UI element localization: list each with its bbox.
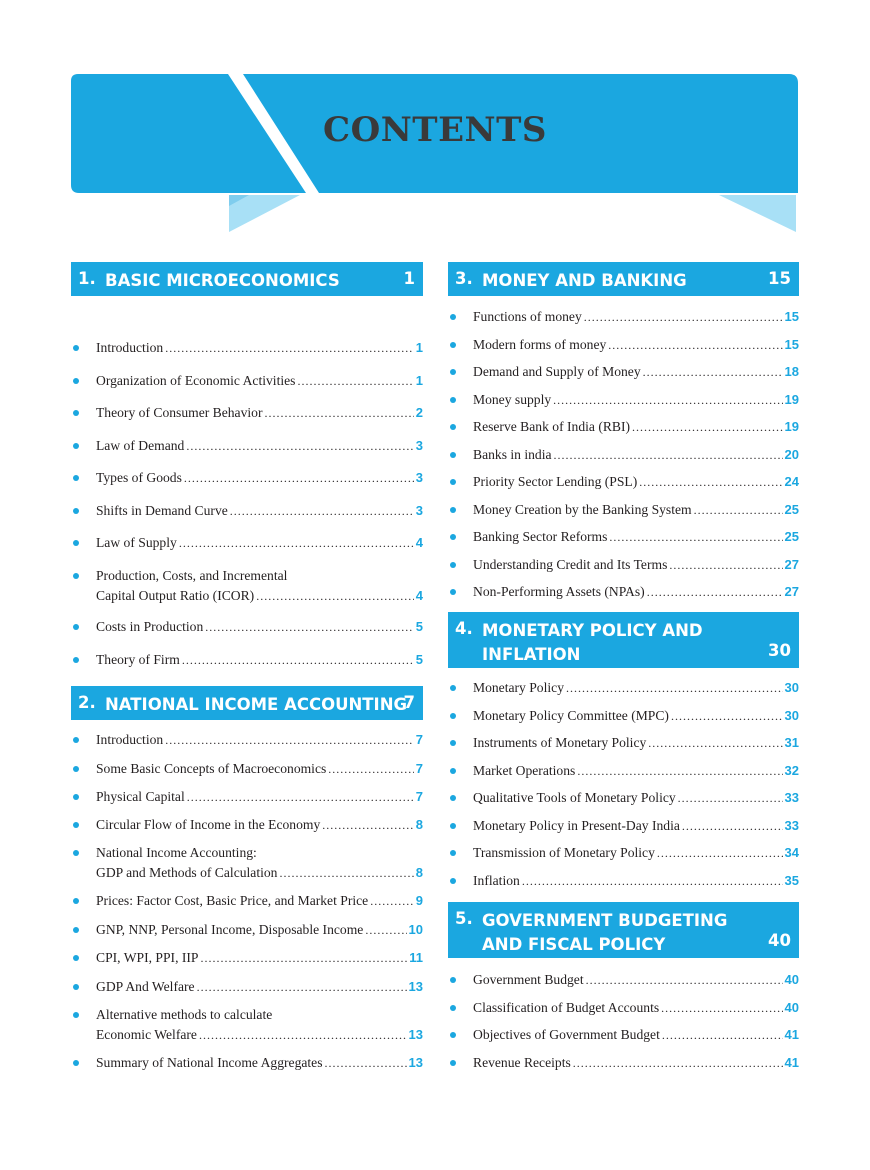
entry-line: [473, 871, 799, 891]
entry-title: Costs in Production: [96, 619, 204, 634]
bullet-icon: [450, 850, 456, 856]
bullet-icon: [73, 850, 79, 856]
entry-text: [96, 650, 423, 670]
entry-text: [473, 582, 799, 602]
bullet-icon: [450, 685, 456, 691]
dot-leader: [566, 678, 783, 698]
entry-text: [473, 788, 799, 808]
entry-line: [96, 948, 423, 968]
bullet-icon: [450, 713, 456, 719]
entry-title: Monetary Policy in Present-Day India: [473, 817, 680, 833]
right-column: [448, 262, 799, 1070]
bullet-icon: [450, 452, 456, 458]
dot-leader: [669, 555, 782, 575]
dot-leader: [165, 730, 414, 750]
dot-leader: [662, 1025, 783, 1045]
entry-page-number: 30: [784, 707, 799, 723]
bullet-icon: [73, 508, 79, 514]
entry-text: [473, 335, 799, 355]
dot-leader: [365, 920, 406, 940]
bullet-icon: [73, 984, 79, 990]
entry-title: Government Budget: [473, 972, 584, 987]
entry-text: [96, 1005, 423, 1045]
dot-leader: [647, 582, 783, 602]
entry-text: [473, 816, 799, 836]
entry-page-number: 40: [784, 972, 799, 987]
dot-leader: [608, 335, 782, 355]
section-number: 4.: [455, 619, 473, 638]
entry-title: National Income Accounting:: [96, 845, 257, 860]
entry-line: [96, 338, 423, 358]
entry-page-number: 33: [784, 790, 799, 805]
bullet-icon: [73, 955, 79, 961]
ribbon-fold-right: [719, 195, 796, 232]
entry-page-number: 13: [408, 1027, 423, 1042]
entry-page-number: 1: [415, 340, 423, 355]
dot-leader: [186, 436, 413, 456]
dot-leader: [199, 1025, 407, 1045]
entry-title: Understanding Credit and Its Terms: [473, 556, 668, 572]
entry-title: GDP and Methods of Calculation: [96, 865, 278, 880]
entry-page-number: 40: [784, 999, 799, 1015]
entry-text: [473, 445, 799, 465]
bullet-icon: [73, 737, 79, 743]
entry-text: [96, 843, 423, 883]
bullet-icon: [450, 878, 456, 884]
section-number: 1.: [78, 269, 96, 288]
entry-page-number: 19: [784, 419, 799, 434]
bullet-icon: [73, 345, 79, 351]
bullet-icon: [450, 977, 456, 983]
entry-line: [473, 472, 799, 492]
bullet-icon: [450, 823, 456, 829]
entry-page-number: 2: [415, 405, 423, 420]
entry-text: [473, 500, 799, 520]
bullet-icon: [450, 534, 456, 540]
entry-line: [473, 970, 799, 990]
section-1-entries: [71, 296, 423, 716]
bullet-icon: [450, 740, 456, 746]
dot-leader: [573, 1053, 783, 1073]
dot-leader: [639, 472, 782, 492]
entry-text: [96, 977, 423, 997]
section-number: 5.: [455, 909, 473, 928]
section-title: MONEY AND BANKING: [482, 271, 687, 290]
bullet-icon: [450, 1005, 456, 1011]
bullet-icon: [450, 397, 456, 403]
entry-line: [96, 730, 423, 750]
entry-title: Alternative methods to calculate: [96, 1007, 273, 1022]
dot-leader: [648, 733, 782, 753]
entry-text: [473, 761, 799, 781]
entry-text: [96, 787, 423, 807]
entry-line: [96, 501, 423, 521]
dot-leader: [522, 871, 783, 891]
bullet-icon: [450, 1032, 456, 1038]
entry-title: Theory of Firm: [96, 652, 180, 667]
dot-leader: [671, 706, 783, 726]
entry-page-number: 3: [415, 502, 423, 518]
entry-line: [96, 371, 423, 391]
entry-page-number: 3: [415, 470, 423, 485]
dot-leader: [609, 527, 782, 547]
entry-title: Summary of National Income Aggregates: [96, 1055, 323, 1070]
entry-title: GDP And Welfare: [96, 979, 195, 994]
bullet-icon: [73, 1060, 79, 1066]
entry-title: Banking Sector Reforms: [473, 529, 608, 544]
section-page: 40: [768, 931, 791, 950]
bullet-icon: [450, 369, 456, 375]
entry-text: [96, 403, 423, 423]
entry-text: [96, 920, 423, 940]
entry-line: [473, 307, 799, 327]
bullet-icon: [73, 822, 79, 828]
entry-line: [96, 566, 423, 586]
dot-leader: [205, 617, 414, 637]
entry-page-number: 25: [784, 501, 799, 517]
entry-title: Some Basic Concepts of Macroeconomics: [96, 761, 327, 776]
dot-leader: [187, 787, 414, 807]
entry-title: Transmission of Monetary Policy: [473, 845, 655, 860]
dot-leader: [165, 338, 414, 358]
entry-page-number: 7: [415, 789, 423, 804]
entry-line: [96, 617, 423, 637]
entry-page-number: 20: [784, 446, 799, 462]
entry-line: [96, 787, 423, 807]
bullet-icon: [450, 1060, 456, 1066]
entry-page-number: 32: [784, 762, 799, 778]
entry-text: [473, 390, 799, 410]
entry-title: Law of Demand: [96, 437, 185, 453]
entry-text: [96, 338, 423, 358]
dot-leader: [184, 468, 414, 488]
entry-page-number: 15: [784, 336, 799, 352]
entry-text: [96, 948, 423, 968]
section-title: MONETARY POLICY AND INFLATION: [482, 621, 703, 664]
section-number: 3.: [455, 269, 473, 288]
entry-page-number: 33: [784, 817, 799, 833]
entry-title: Qualitative Tools of Monetary Policy: [473, 790, 676, 805]
section-header-5[interactable]: [448, 902, 799, 958]
entry-line: [96, 977, 423, 997]
entry-line: [96, 920, 423, 940]
entry-text: [96, 501, 423, 521]
entry-line: [473, 362, 799, 382]
entry-text: [473, 527, 799, 547]
entry-title: Reserve Bank of India (RBI): [473, 419, 631, 434]
dot-leader: [632, 417, 782, 437]
section-header-4[interactable]: [448, 612, 799, 668]
entry-line: [473, 788, 799, 808]
entry-title: Money Creation by the Banking System: [473, 501, 692, 517]
entry-title: Economic Welfare: [96, 1027, 197, 1042]
entry-line: [96, 1053, 423, 1073]
entry-page-number: 41: [784, 1027, 799, 1042]
bullet-icon: [450, 589, 456, 595]
bullet-icon: [450, 314, 456, 320]
dot-leader: [197, 977, 407, 997]
entry-line: [473, 335, 799, 355]
entry-title: Non-Performing Assets (NPAs): [473, 584, 645, 599]
entry-text: [473, 362, 799, 382]
entry-page-number: 15: [784, 309, 799, 324]
ribbon-fold-left: [229, 195, 300, 232]
dot-leader: [328, 759, 413, 779]
entry-title: Banks in india: [473, 446, 552, 462]
entry-line: [96, 891, 423, 911]
bullet-icon: [73, 624, 79, 630]
entry-text: [473, 733, 799, 753]
entry-line: [96, 533, 423, 553]
left-column: [71, 262, 423, 1070]
bullet-icon: [450, 768, 456, 774]
entry-title: Theory of Consumer Behavior: [96, 405, 263, 420]
dot-leader: [256, 586, 414, 606]
entry-line: [96, 863, 423, 883]
entry-text: [473, 706, 799, 726]
entry-text: [473, 970, 799, 990]
entry-title: Physical Capital: [96, 789, 185, 804]
entry-page-number: 31: [784, 735, 799, 750]
section-title: GOVERNMENT BUDGETING AND FISCAL POLICY: [482, 911, 728, 954]
entry-title: Demand and Supply of Money: [473, 364, 641, 379]
bullet-icon: [73, 475, 79, 481]
entry-page-number: 27: [784, 584, 799, 599]
entry-title: Circular Flow of Income in the Economy: [96, 817, 321, 832]
entry-title: CPI, WPI, PPI, IIP: [96, 950, 199, 965]
entry-line: [473, 527, 799, 547]
bullet-icon: [73, 443, 79, 449]
entry-line: [473, 733, 799, 753]
entry-title: Revenue Receipts: [473, 1054, 571, 1070]
section-header-1[interactable]: [71, 262, 423, 296]
entry-title: Prices: Factor Cost, Basic Price, and Market Price: [96, 893, 369, 908]
bullet-icon: [73, 573, 79, 579]
bullet-icon: [450, 479, 456, 485]
section-number: 2.: [78, 693, 96, 712]
entry-title: Monetary Policy Committee (MPC): [473, 707, 669, 723]
entry-line: [473, 761, 799, 781]
entry-page-number: 8: [415, 865, 423, 880]
entry-text: [96, 759, 423, 779]
bullet-icon: [73, 927, 79, 933]
entry-page-number: 13: [408, 979, 423, 994]
dot-leader: [661, 998, 782, 1018]
entry-page-number: 3: [415, 437, 423, 453]
entry-title: Organization of Economic Activities: [96, 372, 296, 388]
bullet-icon: [450, 795, 456, 801]
entry-page-number: 34: [784, 845, 799, 860]
bullet-icon: [450, 562, 456, 568]
bullet-icon: [73, 378, 79, 384]
entry-text: [473, 307, 799, 327]
entry-page-number: 7: [415, 761, 423, 776]
dot-leader: [678, 788, 783, 808]
bullet-icon: [450, 507, 456, 513]
entry-line: [473, 1025, 799, 1045]
entry-text: [473, 555, 799, 575]
dot-leader: [553, 390, 782, 410]
entry-line: [96, 759, 423, 779]
entry-page-number: 5: [415, 652, 423, 667]
dot-leader: [200, 948, 407, 968]
entry-text: [473, 678, 799, 698]
section-title: BASIC MICROECONOMICS: [105, 271, 340, 290]
dot-leader: [279, 863, 413, 883]
entry-line: [473, 843, 799, 863]
entry-text: [473, 871, 799, 891]
entry-line: [473, 500, 799, 520]
entry-title: Instruments of Monetary Policy: [473, 735, 647, 750]
entry-title: Classification of Budget Accounts: [473, 999, 660, 1015]
entry-page-number: 25: [784, 529, 799, 544]
dot-leader: [657, 843, 783, 863]
bullet-icon: [73, 657, 79, 663]
dot-leader: [682, 816, 783, 836]
entry-line: [96, 815, 423, 835]
entry-text: [473, 1053, 799, 1073]
entry-line: [96, 650, 423, 670]
entry-text: [96, 617, 423, 637]
entry-page-number: 9: [415, 893, 423, 908]
entry-line: [473, 390, 799, 410]
entry-title: Production, Costs, and Incremental: [96, 567, 288, 583]
entry-line: [473, 582, 799, 602]
entry-line: [96, 468, 423, 488]
entry-page-number: 7: [415, 732, 423, 747]
section-header-3[interactable]: [448, 262, 799, 296]
entry-text: [473, 1025, 799, 1045]
entry-text: [473, 472, 799, 492]
entry-title: Money supply: [473, 391, 552, 407]
bullet-icon: [450, 424, 456, 430]
entry-text: [96, 1053, 423, 1073]
entry-line: [96, 843, 423, 863]
entry-page-number: 24: [784, 474, 799, 489]
entry-page-number: 13: [408, 1055, 423, 1070]
entry-line: [96, 1025, 423, 1045]
bullet-icon: [73, 794, 79, 800]
bullet-icon: [450, 342, 456, 348]
entry-line: [473, 678, 799, 698]
entry-text: [96, 891, 423, 911]
entry-title: Inflation: [473, 872, 520, 888]
entry-page-number: 4: [415, 535, 423, 550]
bullet-icon: [73, 1012, 79, 1018]
entry-title: Introduction: [96, 340, 164, 355]
section-header-2[interactable]: [71, 686, 423, 720]
entry-title: GNP, NNP, Personal Income, Disposable Income: [96, 922, 364, 937]
entry-line: [96, 586, 423, 606]
entry-text: [96, 566, 423, 606]
entry-page-number: 35: [784, 872, 799, 888]
entry-title: Monetary Policy: [473, 680, 564, 695]
section-page: 30: [768, 641, 791, 660]
entry-title: Priority Sector Lending (PSL): [473, 474, 638, 489]
section-page: 1: [403, 269, 415, 288]
entry-page-number: 41: [784, 1054, 799, 1070]
entry-page-number: 4: [415, 587, 423, 603]
dot-leader: [264, 403, 413, 423]
bullet-icon: [73, 540, 79, 546]
entry-line: [96, 1005, 423, 1025]
entry-text: [96, 436, 423, 456]
entry-line: [96, 403, 423, 423]
entry-line: [473, 1053, 799, 1073]
section-page: 7: [403, 693, 415, 712]
entry-title: Capital Output Ratio (ICOR): [96, 587, 255, 603]
entry-page-number: 11: [409, 950, 423, 965]
dot-leader: [297, 371, 413, 391]
dot-leader: [322, 815, 414, 835]
dot-leader: [182, 650, 414, 670]
entry-text: [96, 371, 423, 391]
bullet-icon: [73, 410, 79, 416]
entry-title: Shifts in Demand Curve: [96, 502, 228, 518]
dot-leader: [694, 500, 783, 520]
entry-text: [473, 843, 799, 863]
entry-text: [96, 730, 423, 750]
entry-title: Introduction: [96, 732, 164, 747]
section-page: 15: [768, 269, 791, 288]
entry-text: [96, 468, 423, 488]
entry-page-number: 27: [784, 556, 799, 572]
dot-leader: [179, 533, 414, 553]
entry-line: [96, 436, 423, 456]
dot-leader: [230, 501, 414, 521]
entry-page-number: 19: [784, 391, 799, 407]
entry-page-number: 18: [784, 364, 799, 379]
bullet-icon: [73, 898, 79, 904]
entry-page-number: 30: [784, 680, 799, 695]
entry-page-number: 1: [415, 372, 423, 388]
dot-leader: [577, 761, 782, 781]
dot-leader: [325, 1053, 407, 1073]
section-title: NATIONAL INCOME ACCOUNTING: [105, 695, 408, 714]
entry-line: [473, 706, 799, 726]
entry-text: [473, 998, 799, 1018]
entry-line: [473, 445, 799, 465]
entry-page-number: 5: [415, 619, 423, 634]
dot-leader: [584, 307, 783, 327]
entry-title: Types of Goods: [96, 470, 182, 485]
entry-title: Functions of money: [473, 309, 582, 324]
entry-title: Modern forms of money: [473, 336, 607, 352]
dot-leader: [370, 891, 414, 911]
entry-text: [96, 533, 423, 553]
dot-leader: [586, 970, 783, 990]
bullet-icon: [73, 766, 79, 772]
entry-page-number: 10: [408, 922, 423, 937]
entry-page-number: 8: [415, 817, 423, 832]
entry-text: [96, 815, 423, 835]
entry-title: Objectives of Government Budget: [473, 1027, 660, 1042]
dot-leader: [643, 362, 783, 382]
dot-leader: [554, 445, 783, 465]
entry-title: Law of Supply: [96, 535, 177, 550]
entry-text: [473, 417, 799, 437]
entry-line: [473, 555, 799, 575]
page-title: CONTENTS: [323, 110, 547, 150]
entry-title: Market Operations: [473, 762, 576, 778]
entry-line: [473, 998, 799, 1018]
entry-line: [473, 816, 799, 836]
entry-line: [473, 417, 799, 437]
